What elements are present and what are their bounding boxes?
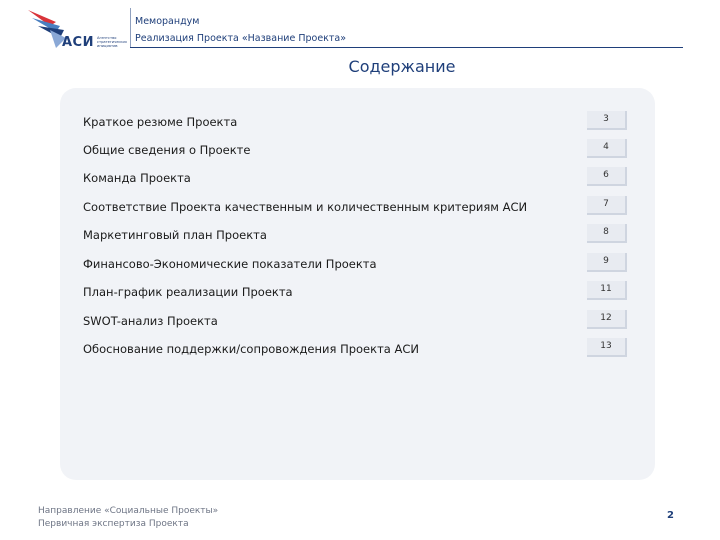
page-title: Содержание (348, 57, 456, 76)
logo-subtitle: Агентство стратегических инициатив (97, 36, 128, 49)
toc-item-page: 9 (587, 253, 627, 272)
toc-item[interactable] (83, 310, 628, 330)
toc-item-label: Краткое резюме Проекта (83, 115, 238, 129)
toc-item-page: 4 (587, 139, 627, 158)
toc-item-label: Общие сведения о Проекте (83, 143, 251, 157)
toc-item[interactable] (83, 196, 628, 216)
toc-item-page: 7 (587, 196, 627, 215)
toc-item-label: Обоснование поддержки/сопровождения Проекта АСИ (83, 342, 419, 356)
toc-item-label: Соответствие Проекта качественным и количественным критериям АСИ (83, 200, 528, 214)
toc-item-label: Финансово-Экономические показатели Проекта (83, 257, 377, 271)
toc-item-page: 6 (587, 167, 627, 186)
toc-item-page: 12 (587, 310, 627, 329)
toc-item[interactable] (83, 281, 628, 301)
toc-item-label: Команда Проекта (83, 171, 191, 185)
toc-item-label: SWOT-анализ Проекта (83, 314, 218, 328)
toc-item-page: 13 (587, 338, 627, 357)
header-rule (130, 47, 683, 48)
toc-item-label: План-график реализации Проекта (83, 285, 293, 299)
footer-stage: Первичная экспертиза Проекта (38, 519, 189, 529)
toc-item[interactable] (83, 253, 628, 273)
toc-item-page: 3 (587, 111, 627, 130)
toc-item-label: Маркетинговый план Проекта (83, 228, 267, 242)
toc-item[interactable] (83, 167, 628, 187)
toc-item[interactable] (83, 224, 628, 244)
toc-item-page: 8 (587, 224, 627, 243)
header-divider (130, 8, 131, 48)
footer-direction: Направление «Социальные Проекты» (38, 506, 219, 516)
toc-item[interactable] (83, 139, 628, 159)
header-document-type: Меморандум (135, 16, 200, 27)
toc-item[interactable] (83, 111, 628, 131)
toc-item-page: 11 (587, 281, 627, 300)
toc-item[interactable] (83, 338, 628, 358)
footer (38, 505, 218, 531)
header-project-name: Реализация Проекта «Название Проекта» (135, 33, 347, 44)
logo-wordmark: АСИ (62, 35, 94, 50)
page-number: 2 (667, 510, 674, 521)
